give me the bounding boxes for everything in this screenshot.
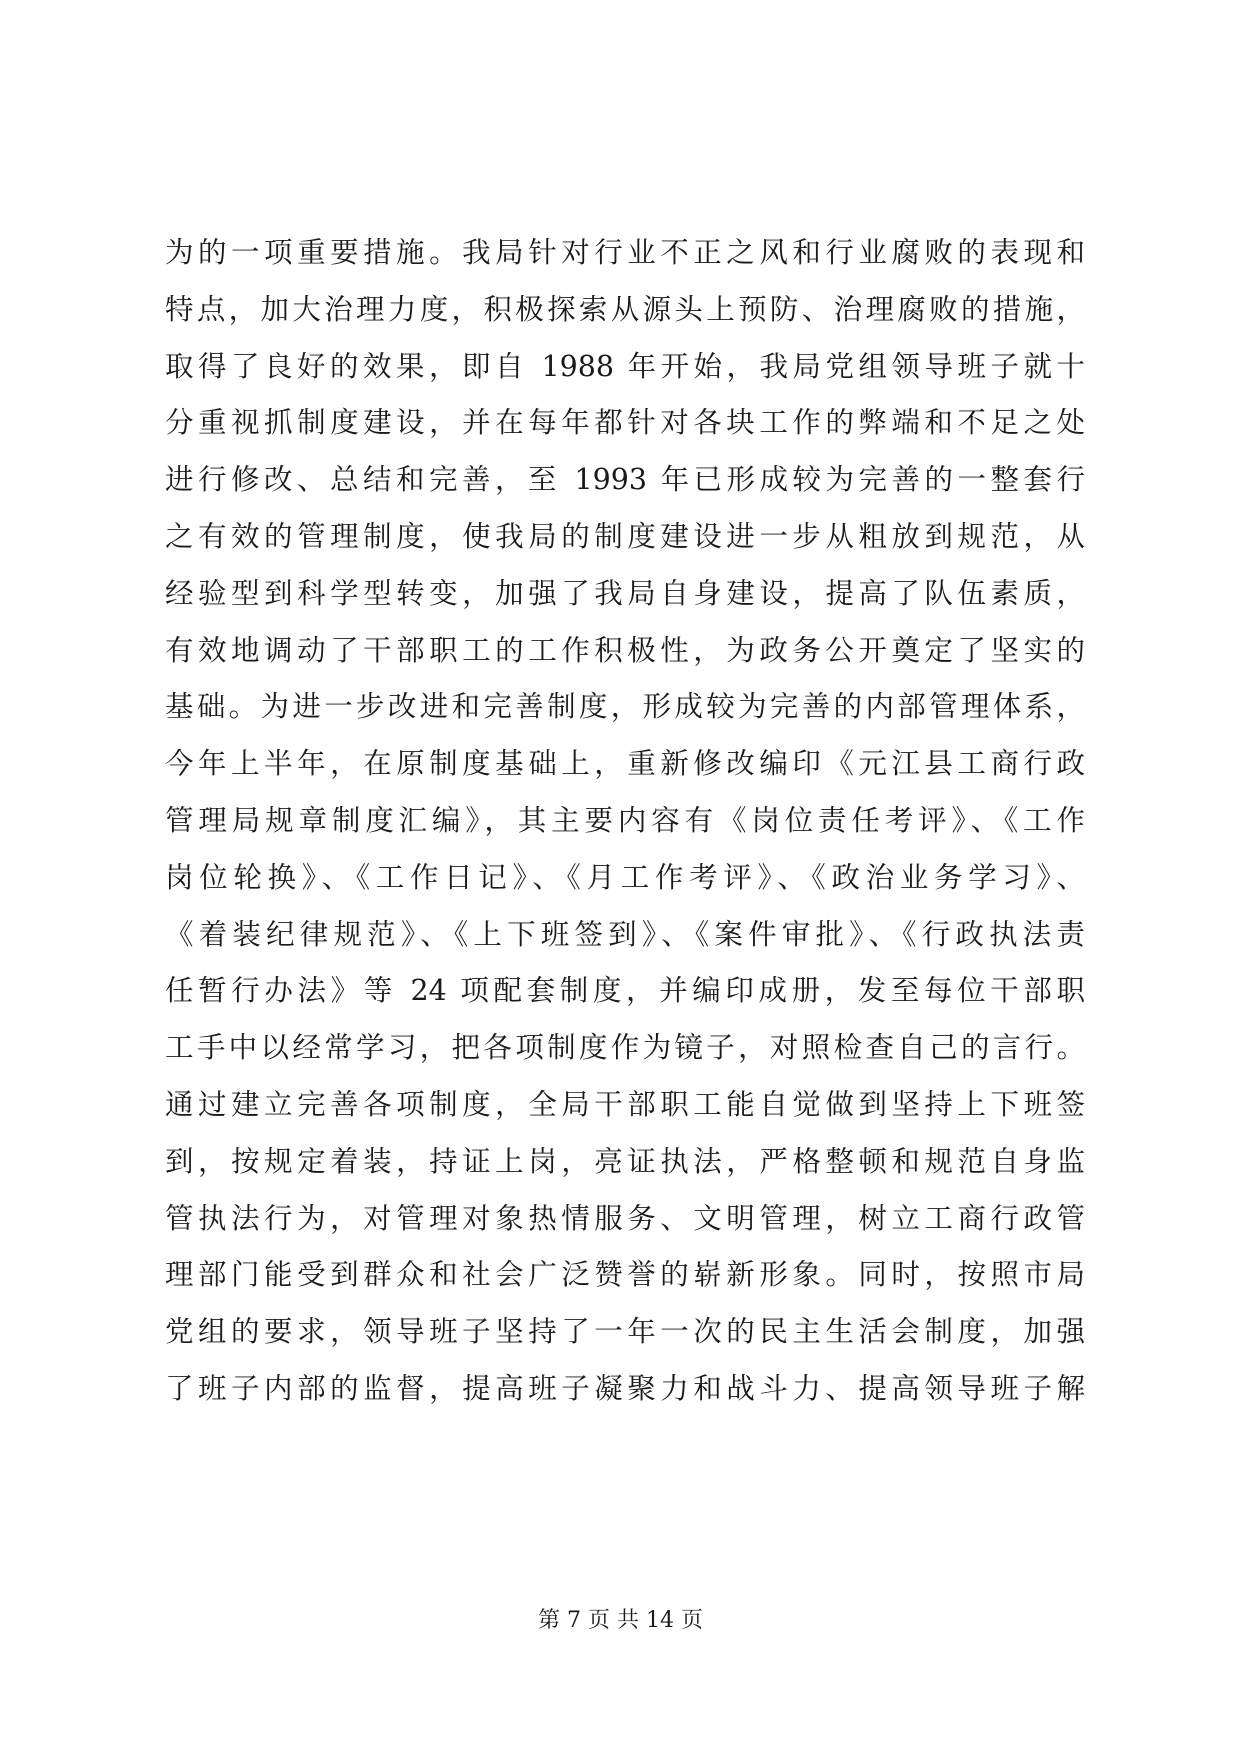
text-line: 之有效的管理制度，使我局的制度建设进一步从粗放到规范，从: [165, 519, 1085, 553]
text-line: 基础。为进一步改进和完善制度，形成较为完善的内部管理体系，: [165, 690, 1085, 724]
text-line: 《着装纪律规范》、《上下班签到》、《案件审批》、《行政执法责: [165, 917, 1085, 951]
text-line: 经验型到科学型转变，加强了我局自身建设，提高了队伍素质，: [165, 576, 1085, 610]
body-text: [165, 225, 1085, 1418]
text-line: 有效地调动了干部职工的工作积极性，为政务公开奠定了坚实的: [165, 633, 1085, 667]
text-line: 岗位轮换》、《工作日记》、《月工作考评》、《政治业务学习》、: [165, 860, 1085, 894]
text-line: 管执法行为，对管理对象热情服务、文明管理，树立工商行政管: [165, 1201, 1085, 1235]
text-line: 理部门能受到群众和社会广泛赞誉的崭新形象。同时，按照市局: [165, 1258, 1085, 1292]
text-line: 为的一项重要措施。我局针对行业不正之风和行业腐败的表现和: [165, 236, 1085, 269]
text-line: 任暂行办法》等 24 项配套制度，并编印成册，发至每位干部职: [165, 974, 1085, 1008]
text-line: 到，按规定着装，持证上岗，亮证执法，严格整顿和规范自身监: [165, 1144, 1085, 1178]
page-number-footer: 第 7 页 共 14 页: [538, 1608, 703, 1633]
text-line: 了班子内部的监督，提高班子凝聚力和战斗力、提高领导班子解: [165, 1371, 1085, 1405]
text-line: 通过建立完善各项制度，全局干部职工能自觉做到坚持上下班签: [165, 1087, 1085, 1121]
text-line: 今年上半年，在原制度基础上，重新修改编印《元江县工商行政: [165, 747, 1085, 781]
text-line: 党组的要求，领导班子坚持了一年一次的民主生活会制度，加强: [165, 1315, 1085, 1349]
text-line: 分重视抓制度建设，并在每年都针对各块工作的弊端和不足之处: [165, 406, 1085, 440]
text-line: 取得了良好的效果，即自 1988 年开始，我局党组领导班子就十: [165, 349, 1085, 383]
text-line: 管理局规章制度汇编》，其主要内容有《岗位责任考评》、《工作: [165, 803, 1085, 837]
text-line: 特点，加大治理力度，积极探索从源头上预防、治理腐败的措施，: [165, 292, 1085, 326]
text-line: 工手中以经常学习，把各项制度作为镜子，对照检查自己的言行。: [165, 1031, 1085, 1065]
text-line: 进行修改、总结和完善，至 1993 年已形成较为完善的一整套行: [165, 463, 1085, 497]
